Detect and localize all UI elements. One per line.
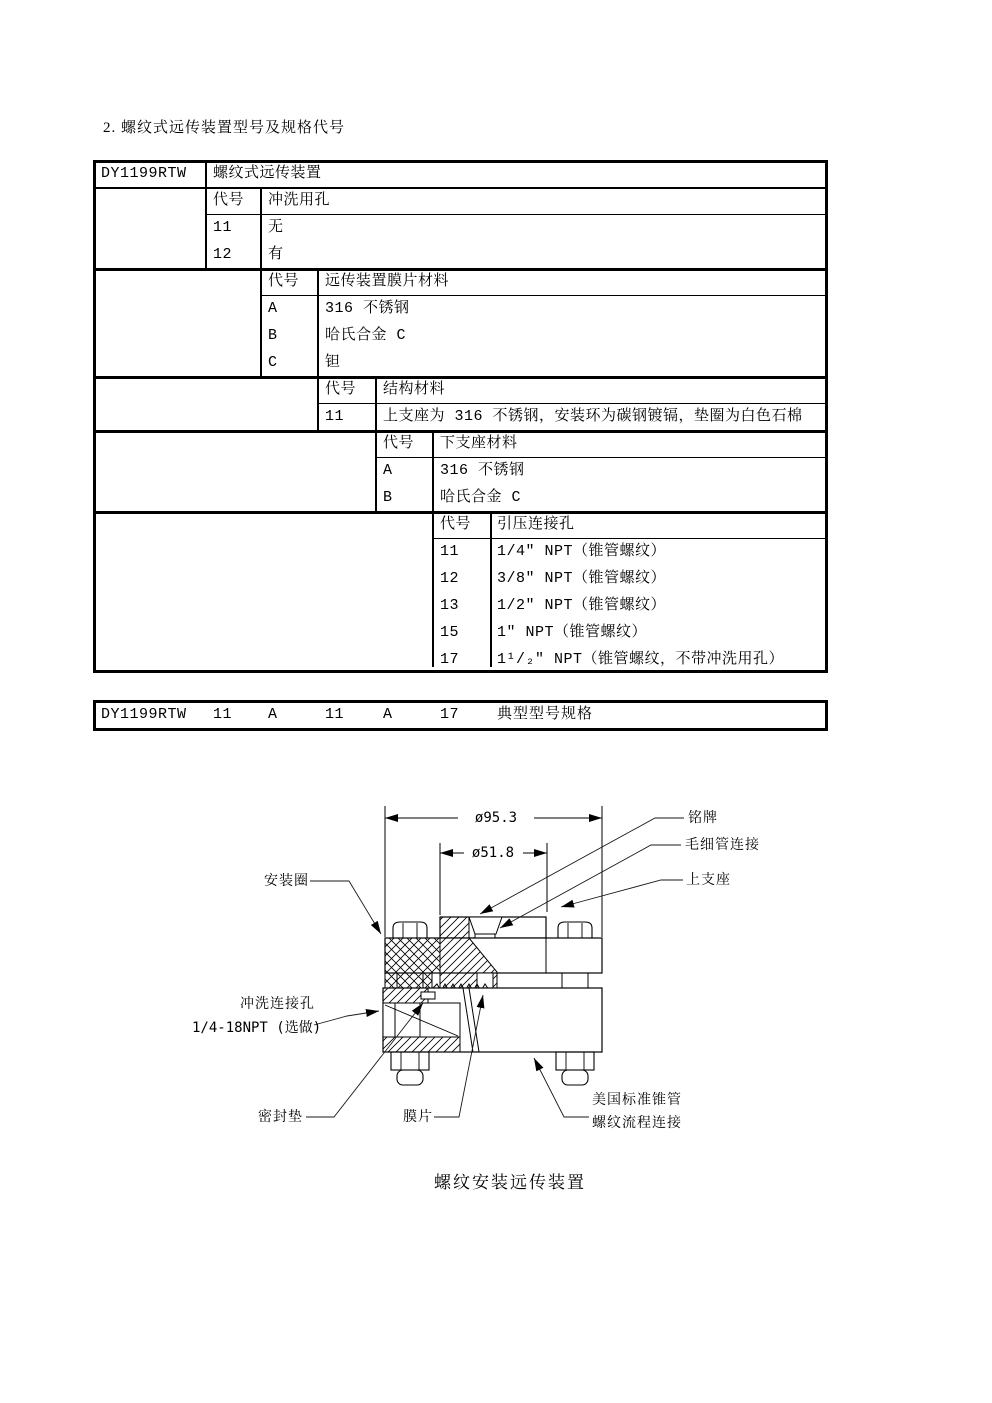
- table-cell-value: 1¹/₂″ NPT（锥管螺纹，不带冲洗用孔）: [497, 651, 785, 668]
- table-cell-code: B: [383, 489, 393, 506]
- table-cell-value: 316 不锈钢: [325, 300, 410, 317]
- table-cell-value: 无: [268, 219, 284, 236]
- table-cell-code: 11: [440, 543, 460, 560]
- spec-label: 典型型号规格: [497, 706, 594, 722]
- table-cell-header-code: 代号: [383, 435, 415, 452]
- table-cell-header-label: 下支座材料: [440, 435, 518, 452]
- label-diaphragm: 膜片: [403, 1110, 433, 1125]
- table-cell-value: 上支座为 316 不锈钢，安装环为碳钢镀镉，垫圈为白色石棉: [383, 408, 803, 425]
- label-capillary-connection: 毛细管连接: [685, 838, 760, 853]
- table-cell-value: 1/2″ NPT（锥管螺纹）: [497, 597, 667, 614]
- label-seal-gasket: 密封垫: [258, 1110, 303, 1125]
- label-flush-connection-hole: 冲洗连接孔: [240, 997, 315, 1012]
- table-cell-code: A: [268, 300, 278, 317]
- label-flush-npt: 1/4-18NPT (选做): [192, 1020, 322, 1036]
- table-cell-code: B: [268, 327, 278, 344]
- label-mounting-ring: 安装圈: [264, 874, 309, 889]
- spec-code: A: [383, 706, 393, 723]
- table-cell-header-label: 远传装置膜片材料: [325, 273, 450, 290]
- table-cell-code: 11: [325, 408, 345, 425]
- table-cell-header-label: 结构材料: [383, 381, 446, 398]
- table-cell-code: 17: [440, 651, 460, 668]
- table-cell-header-code: 代号: [325, 381, 357, 398]
- table-cell-code: C: [268, 354, 278, 371]
- spec-code: 17: [440, 706, 460, 723]
- table-cell-value: 钽: [325, 354, 341, 371]
- table-cell-code: 13: [440, 597, 460, 614]
- spec-code: 11: [325, 706, 345, 723]
- label-nameplate: 铭牌: [688, 811, 718, 826]
- table-cell-code: 12: [213, 246, 233, 263]
- label-process-connection-line1: 美国标准锥管: [592, 1093, 682, 1108]
- table-cell-code: 11: [213, 219, 233, 236]
- dimension-outer-diameter: ø95.3: [467, 810, 525, 826]
- dimension-inner-diameter: ø51.8: [464, 845, 522, 861]
- table-cell-value: 3/8″ NPT（锥管螺纹）: [497, 570, 667, 587]
- table-cell-header-label: 引压连接孔: [497, 516, 575, 533]
- table-cell-model: DY1199RTW: [101, 165, 187, 182]
- spec-model: DY1199RTW: [101, 706, 187, 723]
- table-cell-code: 12: [440, 570, 460, 587]
- table-cell-value: 1″ NPT（锥管螺纹）: [497, 624, 648, 641]
- table-cell-code: 15: [440, 624, 460, 641]
- table-cell-value: 316 不锈钢: [440, 462, 525, 479]
- table-cell-value: 1/4″ NPT（锥管螺纹）: [497, 543, 667, 560]
- spec-code: A: [268, 706, 278, 723]
- table-cell-value: 哈氏合金 C: [440, 489, 522, 506]
- table-cell-header-code: 代号: [213, 192, 245, 209]
- figure-caption: 螺纹安装远传装置: [434, 1173, 586, 1192]
- table-cell-header-code: 代号: [268, 273, 300, 290]
- label-process-connection-line2: 螺纹流程连接: [592, 1116, 682, 1131]
- table-cell-value: 有: [268, 246, 284, 263]
- page-title: 2. 螺纹式远传装置型号及规格代号: [103, 120, 346, 136]
- table-cell-header-code: 代号: [440, 516, 472, 533]
- label-upper-support: 上支座: [686, 873, 731, 888]
- table-cell-header-label: 冲洗用孔: [268, 192, 331, 209]
- table-cell-code: A: [383, 462, 393, 479]
- table-cell-value: 哈氏合金 C: [325, 327, 407, 344]
- table-cell-model-desc: 螺纹式远传装置: [213, 165, 322, 182]
- device-body: [383, 917, 602, 1052]
- spec-code: 11: [213, 706, 233, 723]
